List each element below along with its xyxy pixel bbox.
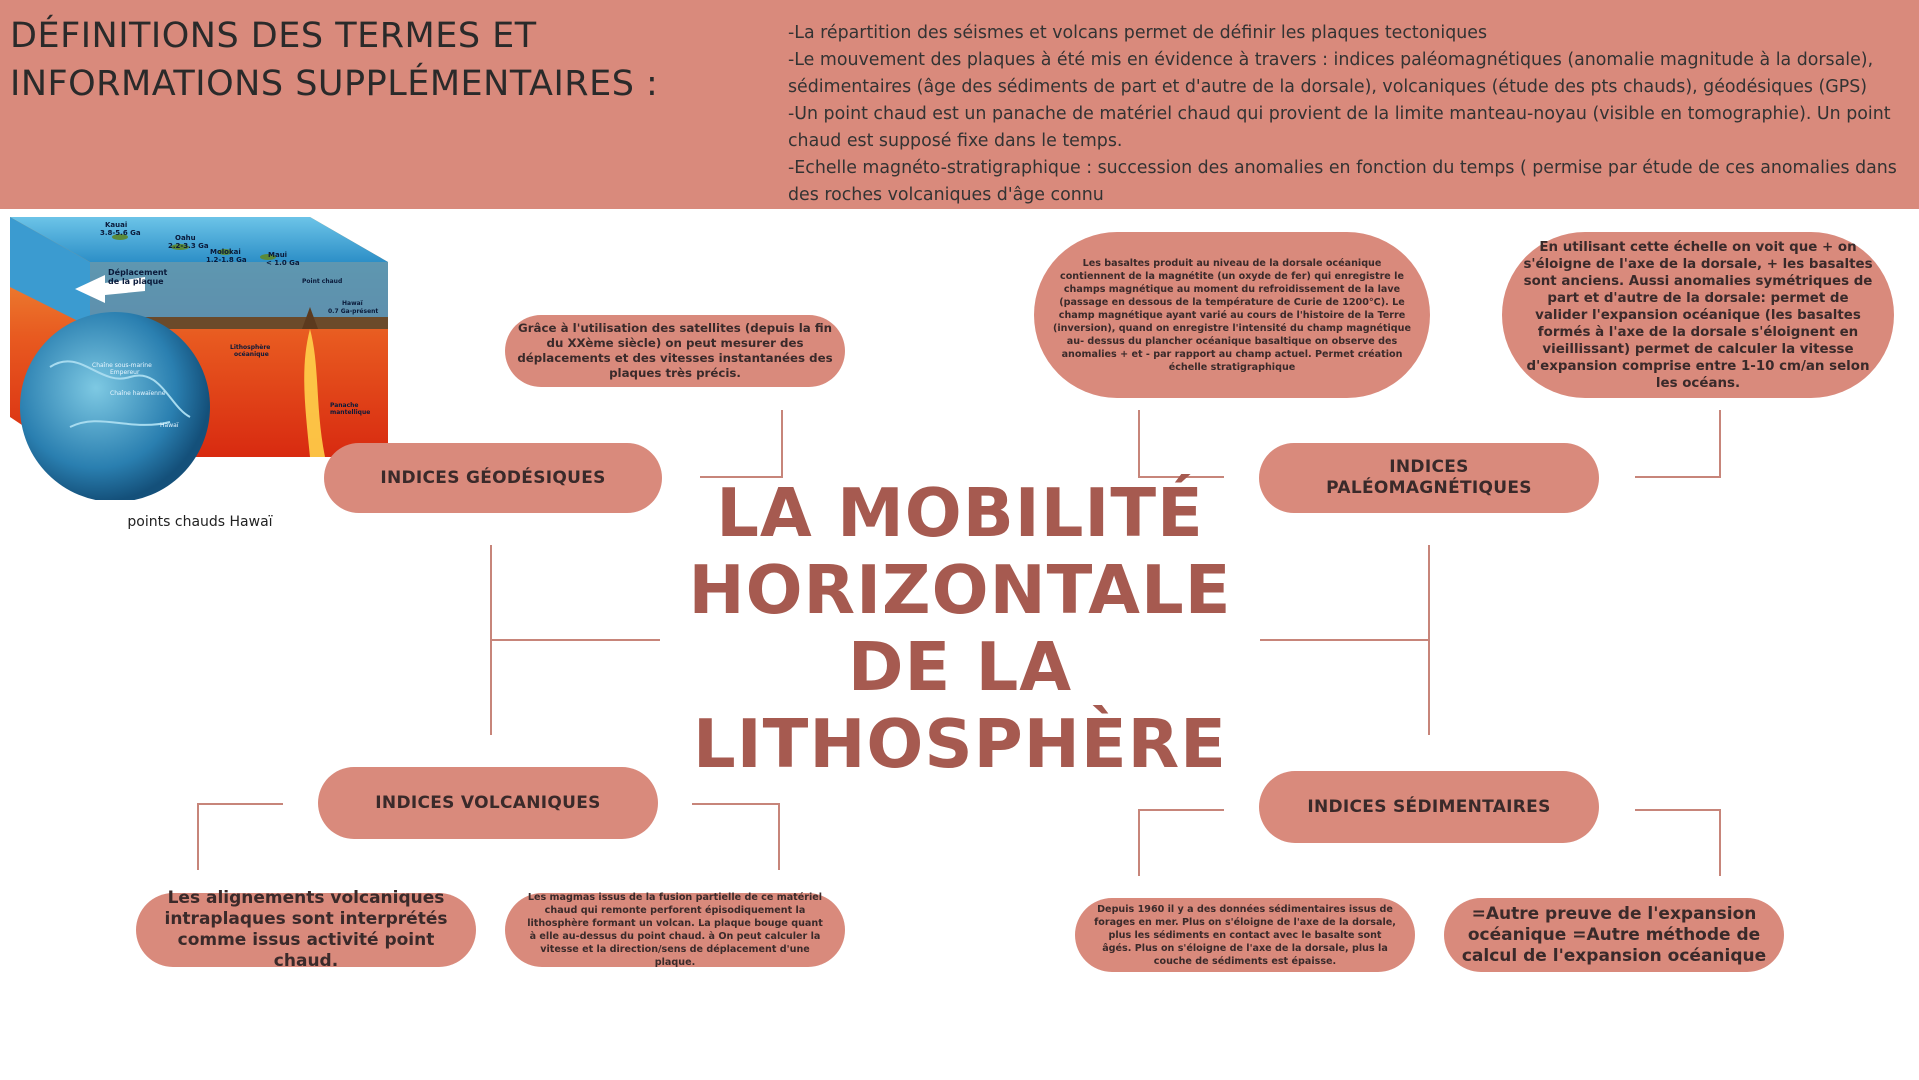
label-kauai-age: 3.8-5.6 Ga — [100, 229, 141, 237]
detail-text: Les basaltes produit au niveau de la dorsale océanique contiennent de la magnétite (un oxyde de fer) qui enregistre le champs magnétique au moment du refroidissement de la lave (passage en dessous de la température de Curie de 1200°C). Le champ magnétique ayant varié au cours de l'histoire de la Terre (inversion), quand on enregistre l'intensité du champ magnétique au- dessus du plancher océanique basaltique on observe des anomalies + et - par rapport au champ actuel. Permet création échelle stratigraphique — [1052, 257, 1412, 373]
illustration-caption: points chauds Hawaï — [127, 514, 273, 530]
label-chaine-hawaienne: Chaîne hawaïenne — [110, 390, 166, 397]
main-title-line: DE LA — [847, 628, 1073, 706]
connector-volcaniques-right — [692, 804, 779, 870]
label-chaine-sous-marine: Chaîne sous-marine — [92, 362, 152, 369]
label-point-chaud: Point chaud — [302, 278, 343, 285]
detail-paleomagnetiques-right — [1502, 232, 1894, 398]
connector-paleo-right — [1635, 410, 1720, 477]
detail-text: Les alignements volcaniques intraplaques sont interprétés comme issus activité point chaud. — [164, 888, 448, 971]
label-molokai: Molokai — [210, 248, 241, 256]
detail-text: Grâce à l'utilisation des satellites (depuis la fin du XXème siècle) on peut mesurer des déplacements et des vitesses instantanées des plaques très précis. — [517, 321, 833, 380]
node-label: INDICES PALÉOMAGNÉTIQUES — [1326, 457, 1532, 498]
label-oahu: Oahu — [175, 234, 196, 242]
label-maui-age: < 1.0 Ga — [266, 259, 300, 267]
label-molokai-age: 1.2-1.8 Ga — [206, 256, 247, 264]
definition-line: -La répartition des séismes et volcans permet de définir les plaques tectoniques — [788, 23, 1488, 43]
connector-geodesiques-detail — [700, 410, 782, 477]
label-empereur: Empereur — [110, 369, 140, 376]
label-deplacement: Déplacement — [108, 268, 168, 277]
label-hawaii-globe: Hawaï — [160, 422, 179, 429]
definition-line: -Echelle magnéto-stratigraphique : succession des anomalies en fonction du temps ( permise par étude de ces anomalies dans des roches volcaniques d'âge connu — [788, 158, 1897, 205]
detail-volcaniques-right — [505, 893, 845, 967]
label-panache: Panache — [330, 402, 359, 409]
label-mantellique: mantellique — [330, 409, 371, 416]
label-lithosphere: Lithosphère — [230, 344, 271, 351]
connector-sedim-right — [1635, 810, 1720, 876]
main-title-line: LITHOSPHÈRE — [693, 705, 1227, 783]
main-title — [640, 475, 1280, 783]
detail-text: Les magmas issus de la fusion partielle de ce matériel chaud qui remonte perforent épisodiquement la lithosphère formant un volcan. La plaque bouge quant à elle au-dessus du point chaud. à On peut calculer la vitesse et la direction/sens de déplacement d'une plaque. — [527, 892, 823, 968]
label-hawaii-age: 0.7 Ga-présent — [328, 308, 379, 315]
detail-sedimentaires-left — [1075, 898, 1415, 972]
banner-title: DÉFINITIONS DES TERMES ET INFORMATIONS SUPPLÉMENTAIRES : — [10, 16, 659, 104]
connector-paleo-left — [1139, 410, 1224, 477]
detail-paleomagnetiques-left — [1034, 232, 1430, 398]
label-maui: Maui — [268, 251, 288, 259]
main-title-line: LA MOBILITÉ — [716, 474, 1204, 552]
label-oahu-age: 2.2-3.3 Ga — [168, 242, 209, 250]
label-de-la-plaque: de la plaque — [108, 277, 164, 286]
node-label: INDICES SÉDIMENTAIRES — [1307, 796, 1551, 817]
node-indices-paleomagnetiques — [1259, 443, 1599, 513]
detail-text: =Autre preuve de l'expansion océanique =Autre méthode de calcul de l'expansion océanique — [1461, 903, 1767, 966]
detail-text: En utilisant cette échelle on voit que + on s'éloigne de l'axe de la dorsale, + les basaltes sont anciens. Aussi anomalies symétriques de part et d'autre de la dorsale: permet de valider l'expansion océanique (les basaltes formés à l'axe de la dorsale s'éloignent en vieillissant) permet de calculer la vitesse d'expansion comprise entre 1-10 cm/an selon les océans. — [1523, 239, 1873, 391]
node-indices-volcaniques — [318, 767, 658, 839]
detail-geodesiques — [505, 315, 845, 387]
label-kauai: Kauai — [105, 221, 128, 229]
detail-text: Depuis 1960 il y a des données sédimentaires issus de forages en mer. Plus on s'éloigne de l'axe de la dorsale, plus les sédiments en contact avec le basalte sont âgés. Plus on s'éloigne de l'axe de la dorsale, plus la couche de sédiments est épaisse. — [1094, 903, 1396, 967]
node-label: INDICES VOLCANIQUES — [375, 792, 601, 813]
node-indices-sedimentaires — [1259, 771, 1599, 843]
node-indices-geodesiques — [324, 443, 662, 513]
label-hawaii: Hawaï — [342, 300, 363, 307]
definition-line: -Le mouvement des plaques à été mis en évidence à travers : indices paléomagnétiques (anomalie magnitude à la dorsale), sédimentaires (âge des sédiments de part et d'autre de la dorsale), volcaniques (étude des pts chauds), géodésiques (GPS) — [788, 50, 1874, 97]
connector-sedim-left — [1139, 810, 1224, 876]
definition-line: -Un point chaud est un panache de matériel chaud qui provient de la limite manteau-noyau (visible en tomographie). Un point chaud est supposé fixe dans le temps. — [788, 104, 1891, 151]
detail-volcaniques-left — [136, 888, 476, 971]
detail-sedimentaires-right — [1444, 898, 1784, 972]
main-title-line: HORIZONTALE — [688, 551, 1232, 629]
node-label: INDICES GÉODÉSIQUES — [380, 467, 606, 488]
connector-volcaniques-left — [198, 804, 283, 870]
label-oceanique: océanique — [234, 351, 269, 358]
